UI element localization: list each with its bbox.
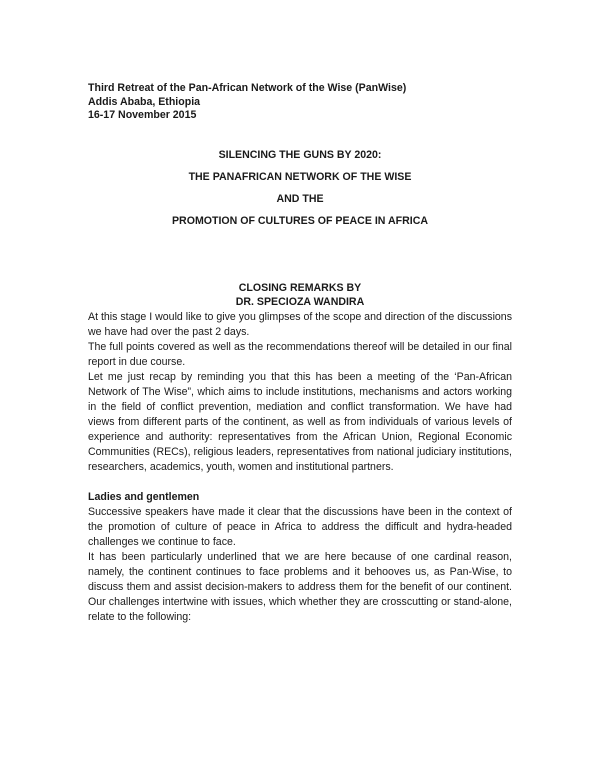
title-line-2: THE PANAFRICAN NETWORK OF THE WISE xyxy=(188,170,412,183)
title-line-1: SILENCING THE GUNS BY 2020: xyxy=(218,148,382,161)
event-title: Third Retreat of the Pan-African Network of the Wise (PanWise) xyxy=(88,82,407,94)
body-paragraph-1: At this stage I would like to give you glimpses of the scope and direction of the discussions we have had over the past 2 days. xyxy=(88,310,512,338)
body-paragraph-5: It has been particularly underlined that we are here because of one cardinal reason, namely, the continent continues to face problems and it behooves us, as Pan-Wise, to discuss them and assist decision-makers to address them for the benefit of our continent. Our challenges intertwine with issues, which whether they are crosscutting or stand-alone, relate to the following: xyxy=(88,550,512,623)
remarks-line-1: CLOSING REMARKS BY xyxy=(238,281,362,294)
document-page xyxy=(88,82,512,625)
section-subheading: Ladies and gentlemen xyxy=(88,490,200,503)
title-line-4: PROMOTION OF CULTURES OF PEACE IN AFRICA xyxy=(171,214,428,227)
body-paragraph-4: Successive speakers have made it clear that the discussions have been in the context of the promotion of culture of peace in Africa to address the difficult and hydra-headed challenges we continue to face. xyxy=(88,505,512,548)
event-header xyxy=(88,82,512,123)
remarks-heading xyxy=(88,281,512,310)
title-line-3: AND THE xyxy=(276,192,324,205)
speaker-name: DR. SPECIOZA WANDIRA xyxy=(235,296,365,308)
body-paragraph-2: The full points covered as well as the recommendations thereof will be detailed in our final report in due course. xyxy=(88,340,512,368)
body-paragraph-3: Let me just recap by reminding you that this has been a meeting of the ‘Pan-African Network of The Wise”, which aims to include institutions, mechanisms and actors working in the field of conflict prevention, mediation and conflict transformation. We have had views from different parts of the continent, as well as from individuals of various levels of experience and authority: representatives from the African Union, Regional Economic Communities (RECs), religious leaders, representatives from national judiciary institutions, researchers, academics, youth, women and institutional partners. xyxy=(88,370,512,473)
event-date: 16-17 November 2015 xyxy=(88,109,197,121)
event-location: Addis Ababa, Ethiopia xyxy=(88,95,201,108)
document-title xyxy=(88,144,512,232)
